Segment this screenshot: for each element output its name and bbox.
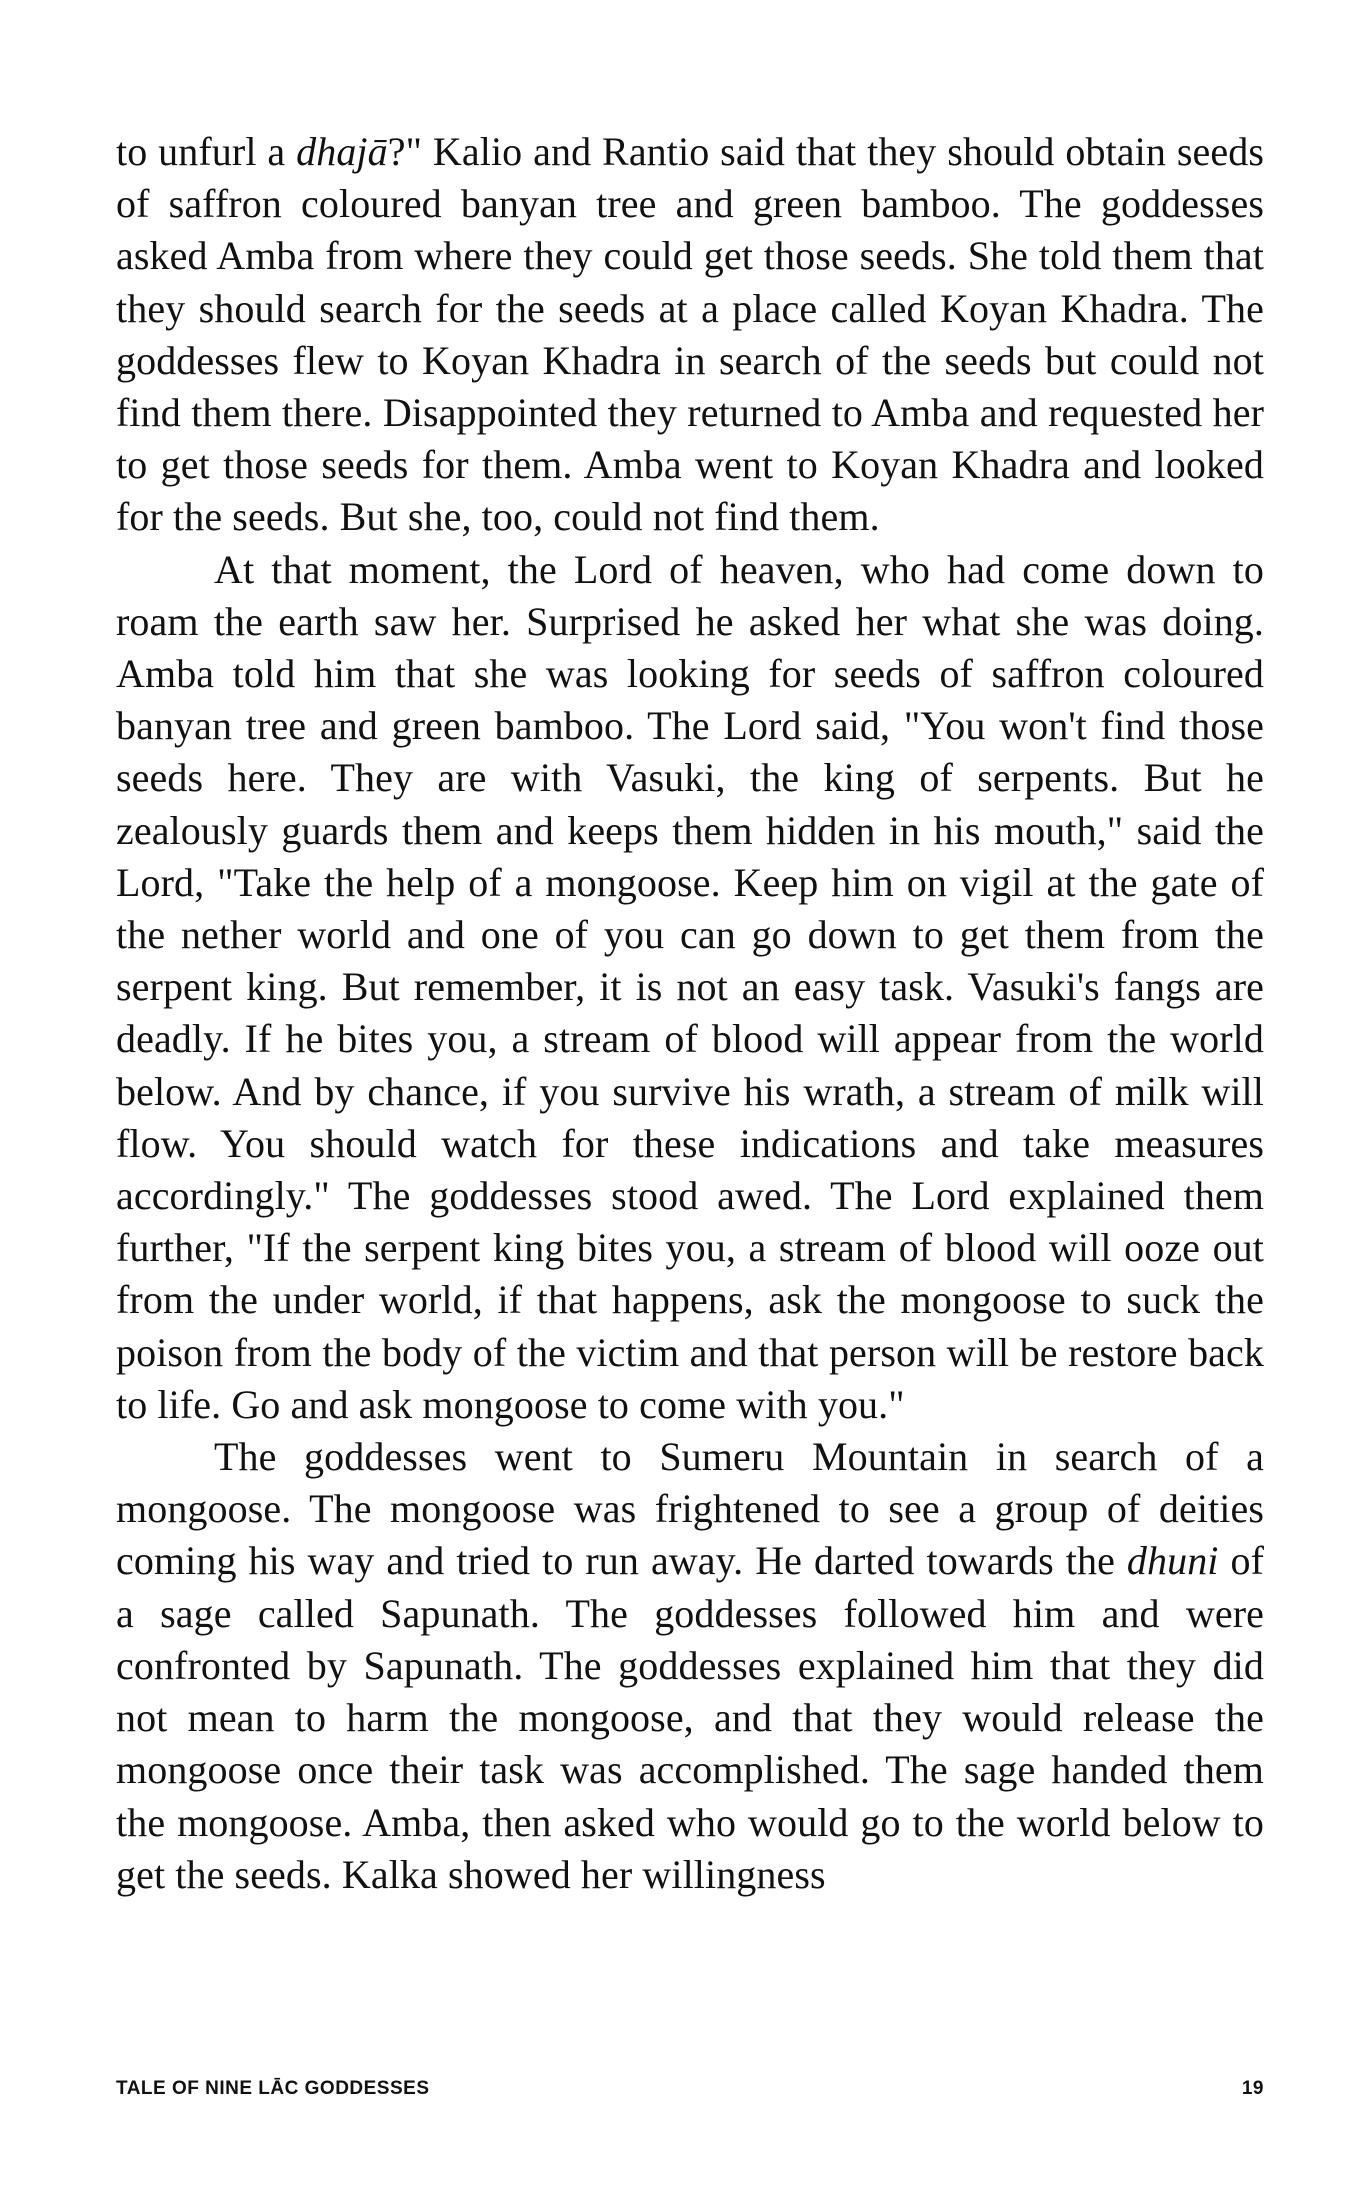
paragraph-1-rest: ?" Kalio and Rantio said that they should obtain seeds of saffron coloured banyan tree and green bamboo. The goddesses asked Amba from where they could get those seeds. She told them that they should search for the seeds at a place called Koyan Khadra. The goddesses flew to Koyan Khadra in search of the seeds but could not find them there. Disappointed they returned to Amba and requested her to get those seeds for them. Amba went to Koyan Khadra and looked for the seeds. But she, too, could not find them. bbox=[116, 129, 1264, 540]
body-text bbox=[116, 126, 1264, 1901]
paragraph-3-rest: of a sage called Sapunath. The goddesses followed him and were confronted by Sapunath. The goddesses explained him that they did not mean to harm the mongoose, and that they would release the mongoose once their task was accomplished. The sage handed them the mongoose. Amba, then asked who would go to the world below to get the seeds. Kalka showed her willingness bbox=[116, 1538, 1264, 1897]
page-footer bbox=[116, 2078, 1264, 2108]
page-number: 19 bbox=[1241, 2078, 1264, 2099]
paragraph-3-start: The goddesses went to Sumeru Mountain in search of a mongoose. The mongoose was frightened to see a group of deities coming his way and tried to run away. He darted towards the bbox=[116, 1434, 1264, 1584]
running-footer-title: TALE OF NINE LĀC GODDESSES bbox=[116, 2078, 430, 2099]
paragraph-2: At that moment, the Lord of heaven, who had come down to roam the earth saw her. Surprised he asked her what she was doing. Amba told him that she was looking for seeds of saffron coloured banyan tree and green bamboo. The Lord said, "You won't find those seeds here. They are with Vasuki, the king of serpents. But he zealously guards them and keeps them hidden in his mouth," said the Lord, "Take the help of a mongoose. Keep him on vigil at the gate of the nether world and one of you can go down to get them from the serpent king. But remember, it is not an easy task. Vasuki's fangs are deadly. If he bites you, a stream of blood will appear from the world below. And by chance, if you survive his wrath, a stream of milk will flow. You should watch for these indications and take measures accordingly." The goddesses stood awed. The Lord explained them further, "If the serpent king bites you, a stream of blood will ooze out from the under world, if that happens, ask the mongoose to suck the poison from the body of the victim and that person will be restore back to life. Go and ask mongoose to come with you." bbox=[116, 546, 1264, 1427]
italic-term-dhuni: dhuni bbox=[1126, 1538, 1219, 1584]
paragraph-3 bbox=[116, 1431, 1264, 1901]
italic-term-dhaja: dhajā bbox=[296, 129, 388, 174]
paragraph-1-start: to unfurl a bbox=[116, 129, 297, 174]
paragraph-1 bbox=[116, 126, 1264, 544]
